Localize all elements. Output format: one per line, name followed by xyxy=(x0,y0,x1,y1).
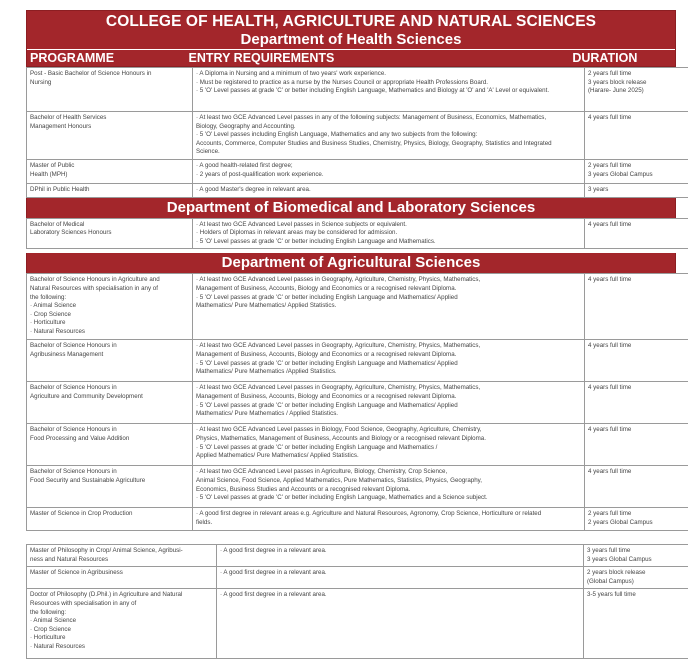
programme-cell: Bachelor of Science Honours in Agribusiness Management xyxy=(27,340,193,382)
requirements-cell xyxy=(217,589,584,659)
requirements-cell xyxy=(193,340,585,382)
table-row xyxy=(27,545,688,567)
requirement-line: fields. xyxy=(196,519,581,528)
programme-cell: Bachelor of Medical Laboratory Sciences Honours xyxy=(27,218,193,249)
duration-cell: 4 years full time xyxy=(585,218,688,249)
requirement-line: · At least two GCE Advanced Level passes in any of the following subjects: Management of Business, Economics, Mathematics, xyxy=(196,114,581,123)
table-row xyxy=(27,466,688,508)
requirements-cell xyxy=(193,218,585,249)
requirement-line: · A good first degree in a relevant area. xyxy=(220,569,580,578)
requirement-line: · 2 years of post-qualification work experience. xyxy=(196,171,581,180)
requirements-cell xyxy=(193,274,585,340)
postgraduate-section xyxy=(26,544,676,659)
requirement-line: · A good health-related first degree; xyxy=(196,162,581,171)
programme-cell: Master of Science in Agribusiness xyxy=(27,567,217,589)
duration-cell: 2 years full time 3 years Global Campus xyxy=(585,159,688,183)
college-title: COLLEGE OF HEALTH, AGRICULTURE AND NATURAL SCIENCES xyxy=(27,11,675,31)
requirement-line: Mathematics/ Pure Mathematics/ Applied Statistics. xyxy=(196,302,581,311)
requirement-line: · At least two GCE Advanced Level passes in Agriculture, Biology, Chemistry, Crop Science, xyxy=(196,468,581,477)
duration-cell: 2 years full time 3 years block release (Harare- June 2025) xyxy=(585,68,688,112)
requirement-line: · At least two GCE Advanced Level passes in Geography, Agriculture, Chemistry, Physics, Mathematics, xyxy=(196,276,581,285)
requirement-line: · At least two GCE Advanced Level passes in Science subjects or equivalent. xyxy=(196,221,581,230)
requirement-line: Science. xyxy=(196,148,581,157)
programme-cell: DPhil in Public Health xyxy=(27,183,193,197)
requirement-line: · A good first degree in a relevant area. xyxy=(220,547,580,556)
column-headers xyxy=(27,49,675,66)
table-row xyxy=(27,159,688,183)
table-row xyxy=(27,218,688,249)
requirement-line: · A good Master's degree in relevant area. xyxy=(196,186,581,195)
requirement-line: · 5 'O' Level passes at grade 'C' or better including English Language and Mathematics/ Applied xyxy=(196,360,581,369)
programme-sheet xyxy=(26,10,676,531)
requirement-line: Animal Science, Food Science, Applied Mathematics, Pure Mathematics, Statistics, Physics, Geography, xyxy=(196,477,581,486)
table-row xyxy=(27,589,688,659)
table-row xyxy=(27,508,688,530)
programme-cell: Master of Science in Crop Production xyxy=(27,508,193,530)
table-row xyxy=(27,340,688,382)
requirement-line: · 5 'O' Level passes including English Language, Mathematics and any two subjects from the following: xyxy=(196,131,581,140)
requirement-line: · 5 'O' Level passes at grade 'C' or better including English Language, Mathematics and Biology at 'O' and 'A' Level or equivalent. xyxy=(196,87,581,96)
programme-cell: Master of Philosophy in Crop/ Animal Science, Agribusi- ness and Natural Resources xyxy=(27,545,217,567)
requirement-line: · 5 'O' Level passes at grade 'C' or better including English Language and Mathematics / xyxy=(196,444,581,453)
requirement-line: · 5 'O' Level passes at grade 'C' or better including English Language and Mathematics/ Applied xyxy=(196,294,581,303)
requirement-line: Economics, Business Studies and Accounts or a recognised relevant Diploma. xyxy=(196,486,581,495)
requirements-cell xyxy=(217,567,584,589)
department-biomedical-title: Department of Biomedical and Laboratory Sciences xyxy=(26,198,676,218)
requirements-cell xyxy=(193,424,585,466)
requirement-line: · At least two GCE Advanced Level passes in Geography, Agriculture, Chemistry, Physics, Mathematics, xyxy=(196,384,581,393)
duration-cell: 3 years full time 3 years Global Campus xyxy=(584,545,688,567)
duration-cell: 4 years full time xyxy=(585,382,688,424)
table-row xyxy=(27,567,688,589)
programme-cell: Bachelor of Science Honours in Food Security and Sustainable Agriculture xyxy=(27,466,193,508)
requirement-line: · Must be registered to practice as a nurse by the Nurses Council or appropriate Health Professions Board. xyxy=(196,79,581,88)
requirements-cell xyxy=(193,466,585,508)
requirements-cell xyxy=(193,112,585,160)
duration-cell: 4 years full time xyxy=(585,274,688,340)
requirement-line: · At least two GCE Advanced Level passes in Geography, Agriculture, Chemistry, Physics, Mathematics, xyxy=(196,342,581,351)
requirements-cell xyxy=(217,545,584,567)
programme-cell: Bachelor of Science Honours in Agriculture and Natural Resources with specialisation in any of the following: · Animal Science · Crop Science · Horticulture · Natural Resources xyxy=(27,274,193,340)
duration-cell: 3-5 years full time xyxy=(584,589,688,659)
requirement-line: · 5 'O' Level passes at grade 'C' or better including English Language, Mathematics and a Science subject. xyxy=(196,494,581,503)
column-header-entry-requirements: ENTRY REQUIREMENTS xyxy=(186,50,570,66)
table-row xyxy=(27,183,688,197)
duration-cell: 4 years full time xyxy=(585,340,688,382)
table-row xyxy=(27,274,688,340)
title-banner xyxy=(26,10,676,67)
duration-cell: 4 years full time xyxy=(585,466,688,508)
programme-cell: Master of Public Health (MPH) xyxy=(27,159,193,183)
requirement-line: · A good first degree in a relevant area. xyxy=(220,591,580,600)
column-header-duration: DURATION xyxy=(569,50,675,66)
requirement-line: Applied Mathematics/ Pure Mathematics/ Applied Statistics. xyxy=(196,452,581,461)
requirement-line: · A good first degree in relevant areas e.g. Agriculture and Natural Resources, Agronomy, Crop Science, Horticulture or related xyxy=(196,510,581,519)
programme-cell: Bachelor of Health Services Management Honours xyxy=(27,112,193,160)
requirement-line: · 5 'O' Level passes at grade 'C' or better including English Language and Mathematics/ Applied xyxy=(196,402,581,411)
requirement-line: Physics, Mathematics, Management of Business, Accounts and Biology or a recognised relevant Diploma. xyxy=(196,435,581,444)
requirement-line: Mathematics/ Pure Mathematics / Applied Statistics. xyxy=(196,410,581,419)
requirement-line: Mathematics/ Pure Mathematics /Applied Statistics. xyxy=(196,368,581,377)
department-health-title: Department of Health Sciences xyxy=(27,31,675,49)
requirement-line: · At least two GCE Advanced Level passes in Biology, Food Science, Geography, Agriculture, Chemistry, xyxy=(196,426,581,435)
requirements-cell xyxy=(193,183,585,197)
table-row xyxy=(27,112,688,160)
department-agricultural-title: Department of Agricultural Sciences xyxy=(26,253,676,273)
requirement-line: Biology, Geography and Accounting. xyxy=(196,123,581,132)
table-row xyxy=(27,68,688,112)
duration-cell: 4 years full time xyxy=(585,112,688,160)
requirements-cell xyxy=(193,159,585,183)
table-row xyxy=(27,382,688,424)
programme-cell: Bachelor of Science Honours in Food Processing and Value Addition xyxy=(27,424,193,466)
requirement-line: Management of Business, Accounts, Biology and Economics or a recognised relevant Diploma. xyxy=(196,351,581,360)
requirements-cell xyxy=(193,508,585,530)
requirements-cell xyxy=(193,382,585,424)
health-table xyxy=(26,67,688,198)
requirement-line: Accounts, Commerce, Computer Studies and Business Studies, Chemistry, Physics, Biology, Geography, Statistics and Integrated xyxy=(196,140,581,149)
requirement-line: · 5 'O' Level passes at grade 'C' or better including English Language and Mathematics. xyxy=(196,238,581,247)
requirement-line: Management of Business, Accounts, Biology and Economics or a recognised relevant Diploma. xyxy=(196,285,581,294)
requirements-cell xyxy=(193,68,585,112)
requirement-line: · Holders of Diplomas in relevant areas may be considered for admission. xyxy=(196,229,581,238)
requirement-line: Management of Business, Accounts, Biology and Economics or a recognised relevant Diploma. xyxy=(196,393,581,402)
duration-cell: 4 years full time xyxy=(585,424,688,466)
table-row xyxy=(27,424,688,466)
duration-cell: 3 years xyxy=(585,183,688,197)
duration-cell: 2 years block release (Global Campus) xyxy=(584,567,688,589)
biomedical-table xyxy=(26,218,688,250)
programme-cell: Doctor of Philosophy (D.Phil.) in Agriculture and Natural Resources with specialisation in any of the following: · Animal Science · Crop Science · Horticulture · Natural Resources xyxy=(27,589,217,659)
column-header-programme: PROGRAMME xyxy=(27,50,186,66)
programme-cell: Bachelor of Science Honours in Agriculture and Community Development xyxy=(27,382,193,424)
postgraduate-table xyxy=(26,544,688,659)
programme-cell: Post - Basic Bachelor of Science Honours in Nursing xyxy=(27,68,193,112)
requirement-line: · A Diploma in Nursing and a minimum of two years' work experience. xyxy=(196,70,581,79)
duration-cell: 2 years full time 2 years Global Campus xyxy=(585,508,688,530)
agricultural-table xyxy=(26,273,688,530)
